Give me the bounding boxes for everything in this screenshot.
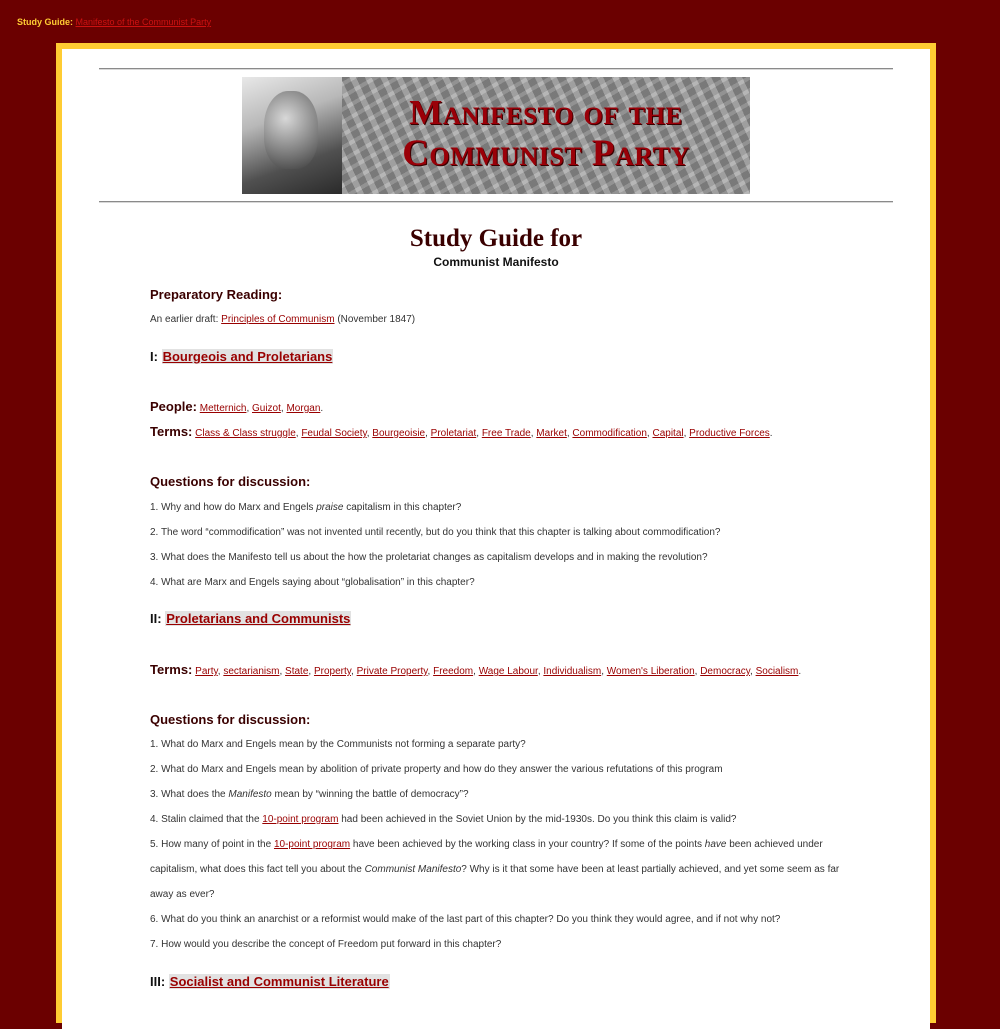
- question-emphasis: Manifesto: [228, 789, 272, 800]
- people-link[interactable]: Guizot: [252, 403, 281, 414]
- section-1-number: I:: [150, 349, 158, 364]
- term-link[interactable]: Productive Forces: [689, 428, 770, 439]
- banner-title-line2: Communist Party: [402, 133, 690, 174]
- question-emphasis: have: [704, 839, 727, 850]
- questions-heading-2: Questions for discussion:: [150, 712, 311, 727]
- term-link[interactable]: Private Property: [356, 666, 428, 677]
- top-breadcrumb: [17, 17, 211, 27]
- term-link[interactable]: Individualism: [543, 666, 602, 677]
- question-emphasis: praise: [316, 502, 344, 513]
- top-divider: [99, 68, 893, 70]
- people-label: People:: [150, 399, 197, 414]
- banner-photo: [242, 77, 342, 194]
- question-item: [150, 807, 736, 832]
- question-text: 1. Why and how do Marx and Engels: [150, 502, 314, 513]
- breadcrumb-label: Study Guide:: [17, 17, 73, 27]
- section-3-heading: [150, 974, 390, 989]
- question-item: [150, 782, 469, 807]
- term-link[interactable]: State: [285, 666, 309, 677]
- section-2-link[interactable]: Proletarians and Communists: [166, 611, 351, 626]
- page-frame: [56, 43, 936, 1023]
- section-2-heading: [150, 611, 351, 626]
- link-10-point-program[interactable]: 10-point program: [273, 839, 351, 850]
- section-3-number: III:: [150, 974, 166, 989]
- question-text: ? Why is it that some have been at least partially achieved, and yet some seem as far away as ever?: [150, 864, 840, 900]
- term-link[interactable]: Women's Liberation: [606, 666, 695, 677]
- question-text: 4. Stalin claimed that the: [150, 814, 260, 825]
- terms-line-2: Terms: Party, sectarianism, State, Property, Private Property, Freedom, Wage Labour, Individualism, Women's Liberation, Democracy, Socialism.: [150, 662, 802, 677]
- terms-label: Terms:: [150, 662, 193, 677]
- question-text: 3. What does the: [150, 789, 226, 800]
- banner-title-line1: Manifesto of the: [409, 93, 683, 132]
- term-link[interactable]: Capital: [652, 428, 684, 439]
- question-item: 7. How would you describe the concept of Freedom put forward in this chapter?: [150, 939, 502, 950]
- prep-heading: Preparatory Reading:: [150, 287, 283, 302]
- section-1-link[interactable]: Bourgeois and Proletarians: [162, 349, 333, 364]
- term-link[interactable]: Wage Labour: [478, 666, 538, 677]
- term-link[interactable]: Commodification: [572, 428, 647, 439]
- term-link[interactable]: Bourgeoisie: [372, 428, 426, 439]
- prep-line: [150, 307, 415, 332]
- question-item: 6. What do you think an anarchist or a reformist would make of the last part of this chapter? Do you think they would agree, and if not why not?: [150, 914, 781, 925]
- term-link[interactable]: Freedom: [433, 666, 474, 677]
- term-link[interactable]: Democracy: [700, 666, 751, 677]
- question-text: mean by “winning the battle of democracy”?: [274, 789, 469, 800]
- term-link[interactable]: Socialism: [755, 666, 799, 677]
- question-emphasis: Communist Manifesto: [364, 864, 462, 875]
- term-link[interactable]: Party: [195, 666, 218, 677]
- portrait-image: [264, 91, 318, 169]
- section-3-link[interactable]: Socialist and Communist Literature: [169, 974, 389, 989]
- section-1-heading: [150, 349, 333, 364]
- banner-divider: [99, 201, 893, 203]
- question-item: 2. What do Marx and Engels mean by abolition of private property and how do they answer the various refutations of this program: [150, 764, 723, 775]
- question-item: [150, 495, 461, 520]
- header-banner: [242, 77, 750, 194]
- question-text: been achieved under capitalism, what does this fact tell you about the: [150, 839, 823, 875]
- question-item: 2. The word “commodification” was not invented until recently, but do you think that this chapter is talking about commodification?: [150, 527, 721, 538]
- link-principles-of-communism[interactable]: Principles of Communism: [221, 314, 335, 325]
- question-text: capitalism in this chapter?: [346, 502, 462, 513]
- people-line: People: Metternich, Guizot, Morgan.: [150, 399, 324, 414]
- question-text: had been achieved in the Soviet Union by the mid-1930s. Do you think this claim is valid?: [341, 814, 737, 825]
- term-link[interactable]: Class & Class struggle: [195, 428, 296, 439]
- link-10-point-program[interactable]: 10-point program: [262, 814, 339, 825]
- term-link[interactable]: sectarianism: [223, 666, 280, 677]
- prep-suffix: (November 1847): [337, 314, 416, 325]
- term-link[interactable]: Market: [536, 428, 567, 439]
- question-text: have been achieved by the working class in your country? If some of the points: [352, 839, 702, 850]
- term-link[interactable]: Proletariat: [430, 428, 477, 439]
- terms-line-1: Terms: Class & Class struggle, Feudal Society, Bourgeoisie, Proletariat, Free Trade, Market, Commodification, Capital, Productive Forces.: [150, 424, 773, 439]
- question-item: 1. What do Marx and Engels mean by the Communists not forming a separate party?: [150, 739, 526, 750]
- prep-prefix: An earlier draft:: [150, 314, 219, 325]
- people-link[interactable]: Morgan: [286, 403, 321, 414]
- question-item: 3. What does the Manifesto tell us about the how the proletariat changes as capitalism develops and in making the revolution?: [150, 552, 708, 563]
- question-item: 4. What are Marx and Engels saying about “globalisation” in this chapter?: [150, 577, 475, 588]
- page-title: Study Guide for: [409, 225, 583, 252]
- term-link[interactable]: Free Trade: [481, 428, 531, 439]
- question-item: [150, 832, 850, 907]
- people-link[interactable]: Metternich: [199, 403, 247, 414]
- term-link[interactable]: Feudal Society: [301, 428, 367, 439]
- section-2-number: II:: [150, 611, 162, 626]
- breadcrumb-link[interactable]: Manifesto of the Communist Party: [75, 17, 212, 27]
- page-subtitle: Communist Manifesto: [433, 255, 559, 269]
- page-content: [62, 49, 930, 1029]
- term-link[interactable]: Property: [313, 666, 352, 677]
- questions-heading-1: Questions for discussion:: [150, 474, 311, 489]
- question-text: 5. How many of point in the: [150, 839, 272, 850]
- terms-label: Terms:: [150, 424, 193, 439]
